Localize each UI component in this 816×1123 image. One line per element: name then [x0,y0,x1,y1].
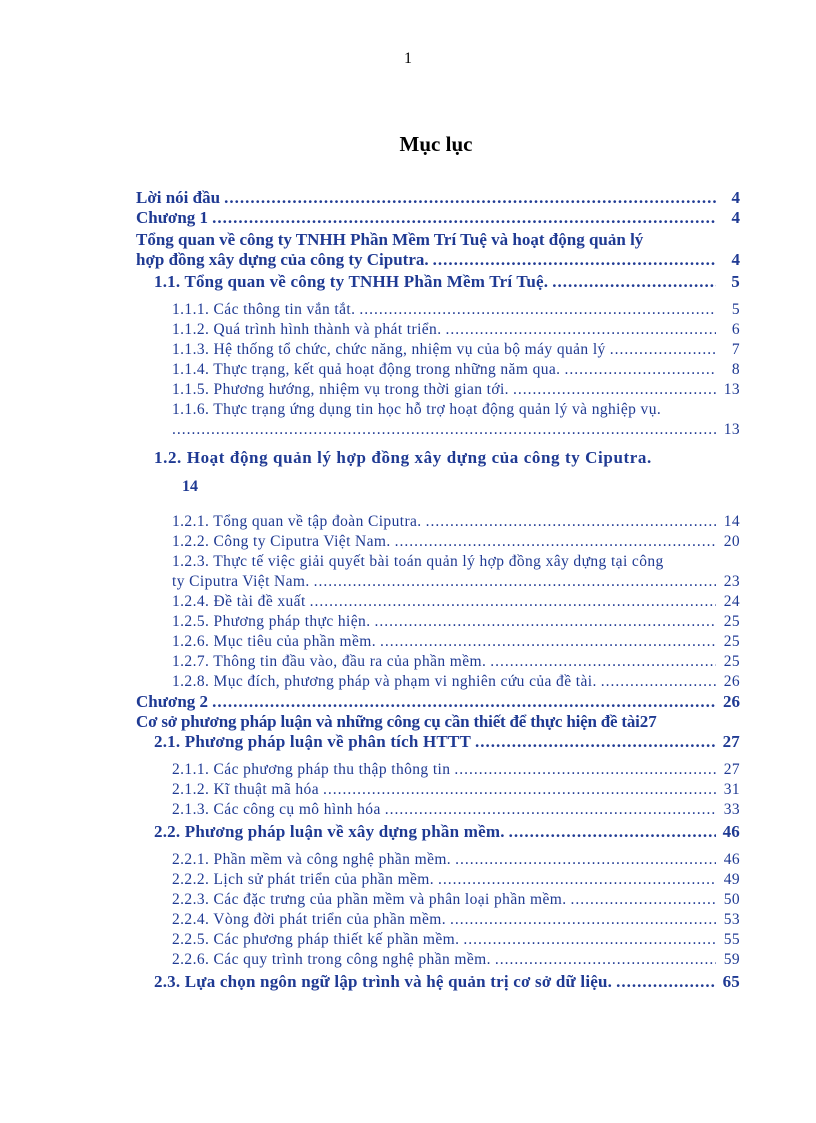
toc-entry[interactable] [136,972,740,992]
toc-entry[interactable] [136,300,740,320]
toc-entry[interactable] [136,512,740,532]
toc-entry-page: 20 [723,533,740,550]
toc-entry[interactable] [136,612,740,632]
toc-entry-page: 24 [723,593,740,610]
toc-entry-title: 1.2.4. Đề tài đề xuất [172,593,306,610]
toc-entry-page: 5 [731,301,740,318]
toc-entry-title: 1.2. Hoạt động quản lý hợp đồng xây dựng của công ty Ciputra. [154,448,652,467]
toc-entry-title: 2.1.2. Kĩ thuật mã hóa [172,781,319,798]
toc-entry[interactable] [136,380,740,400]
toc-entry-page: 27 [723,761,740,778]
toc-entry[interactable] [136,950,740,970]
toc-entry-page: 65 [722,972,740,991]
toc-entry[interactable] [136,340,740,360]
toc-entry[interactable] [136,632,740,652]
toc-entry[interactable] [136,712,740,732]
toc-entry-title: 2.1.1. Các phương pháp thu thập thông tin [172,761,451,778]
toc-entry[interactable] [136,870,740,890]
toc-title: Mục lục [399,132,473,156]
toc-entry-title: 2.1.3. Các công cụ mô hình hóa [172,801,381,818]
page-number: 1 [404,50,412,67]
toc-entry[interactable] [136,822,740,842]
toc-entry-title: 2.2.2. Lịch sử phát triển của phần mềm. [172,871,435,888]
toc-entry-title: 1.2.8. Mục đích, phương pháp và phạm vi nghiên cứu của đề tài. [172,673,597,690]
toc-entry-page: 27 [722,732,740,751]
toc-entry-page: 4 [731,188,740,207]
toc-entry[interactable] [136,780,740,800]
toc-entry[interactable] [136,272,740,292]
toc-entry[interactable] [136,732,740,752]
toc-entry[interactable] [136,320,740,340]
toc-entry-title: 1.1.3. Hệ thống tổ chức, chức năng, nhiệm vụ của bộ máy quản lý [172,341,606,358]
toc-entry[interactable] [136,800,740,820]
toc-entry-title: Cơ sở phương pháp luận và những công cụ cần thiết để thực hiện đề tài [136,712,640,731]
toc-entry-title: 1.1. Tổng quan về công ty TNHH Phần Mềm Trí Tuệ. [154,272,549,291]
toc-entry[interactable] [136,910,740,930]
toc-entry-title: Chương 1 [136,208,209,227]
toc-entry-title: 2.2. Phương pháp luận về xây dựng phần mềm. [154,822,505,841]
toc-entry[interactable] [136,400,740,440]
toc-entry-page: 59 [723,951,740,968]
toc-entry-page: 46 [722,822,740,841]
toc-entry-page: 46 [723,851,740,868]
toc-entry[interactable] [136,850,740,870]
toc-entry-page: 6 [731,321,740,338]
toc-entry-page: 8 [731,361,740,378]
toc-entry[interactable] [136,672,740,692]
toc-entry-title: 2.3. Lựa chọn ngôn ngữ lập trình và hệ quản trị cơ sở dữ liệu. [154,972,613,991]
toc-entry-page: 5 [731,272,740,291]
toc-entry-title: 2.2.5. Các phương pháp thiết kế phần mềm. [172,931,460,948]
toc-entry[interactable] [136,230,740,270]
toc-entry-title: Tổng quan về công ty TNHH Phần Mềm Trí Tuệ và hoạt động quản lý [136,230,644,249]
toc-entry-page: 26 [723,673,740,690]
toc-entry-title: 1.1.4. Thực trạng, kết quả hoạt động trong những năm qua. [172,361,561,378]
toc-entry-title: Lời nói đầu [136,188,221,207]
toc-entry-title: 1.2.5. Phương pháp thực hiện. [172,613,371,630]
toc-entry-page: 13 [723,421,740,438]
toc-entry-page: 4 [731,250,740,269]
toc-entry-page: 23 [723,573,740,590]
toc-entry[interactable] [136,188,740,208]
toc-entry-title-cont: hợp đồng xây dựng của công ty Ciputra. [136,250,429,269]
toc-entry-title: 1.2.6. Mục tiêu của phần mềm. [172,633,377,650]
toc-entry[interactable] [136,692,740,712]
toc-entry-page: 31 [723,781,740,798]
toc-entry[interactable] [136,652,740,672]
table-of-contents [136,188,740,992]
toc-entry[interactable] [136,552,740,592]
toc-entry-page: 7 [731,341,740,358]
toc-entry-title: 2.2.6. Các quy trình trong công nghệ phần mềm. [172,951,491,968]
toc-entry[interactable] [136,930,740,950]
toc-entry[interactable] [136,448,740,468]
toc-entry[interactable] [136,208,740,228]
toc-entry-page: 33 [723,801,740,818]
toc-entry-page: 50 [723,891,740,908]
toc-entry-title: 2.1. Phương pháp luận về phân tích HTTT [154,732,471,751]
toc-entry-page: 13 [723,381,740,398]
toc-entry-title: 1.1.5. Phương hướng, nhiệm vụ trong thời gian tới. [172,381,509,398]
toc-entry[interactable] [136,360,740,380]
toc-entry-title: 1.2.7. Thông tin đầu vào, đầu ra của phần mềm. [172,653,487,670]
toc-entry-title: 2.2.1. Phần mềm và công nghệ phần mềm. [172,851,452,868]
toc-entry-page: 25 [723,633,740,650]
toc-entry-title: 1.1.1. Các thông tin vắn tắt. [172,301,356,318]
toc-entry-title: 2.2.4. Vòng đời phát triển của phần mềm. [172,911,447,928]
toc-entry[interactable] [136,890,740,910]
toc-entry-page: 14 [182,478,198,495]
toc-entry-title-cont: ty Ciputra Việt Nam. [172,573,310,590]
toc-entry-title: 1.2.2. Công ty Ciputra Việt Nam. [172,533,391,550]
toc-entry-title: 1.1.2. Quá trình hình thành và phát triển. [172,321,442,338]
toc-entry-title: 1.2.3. Thực tế việc giải quyết bài toán quản lý hợp đồng xây dựng tại công [172,553,664,570]
toc-entry-page: 25 [723,653,740,670]
toc-entry-page: 25 [723,613,740,630]
toc-entry[interactable] [136,760,740,780]
toc-entry-page: 14 [723,513,740,530]
toc-entry-title: 1.1.6. Thực trạng ứng dụng tin học hỗ trợ hoạt động quản lý và nghiệp vụ. [172,401,662,418]
toc-entry-page: 27 [639,712,657,731]
toc-entry-title: 1.2.1. Tổng quan về tập đoàn Ciputra. [172,513,422,530]
toc-entry-page: 26 [723,692,740,711]
toc-entry-page: 53 [723,911,740,928]
toc-entry-title: 2.2.3. Các đặc trưng của phần mềm và phân loại phần mềm. [172,891,567,908]
toc-entry[interactable] [136,532,740,552]
toc-entry-page: 4 [731,208,740,227]
toc-entry[interactable] [136,592,740,612]
toc-entry-page: 49 [723,871,740,888]
toc-entry-page: 55 [723,931,740,948]
toc-entry-title: Chương 2 [136,692,209,711]
